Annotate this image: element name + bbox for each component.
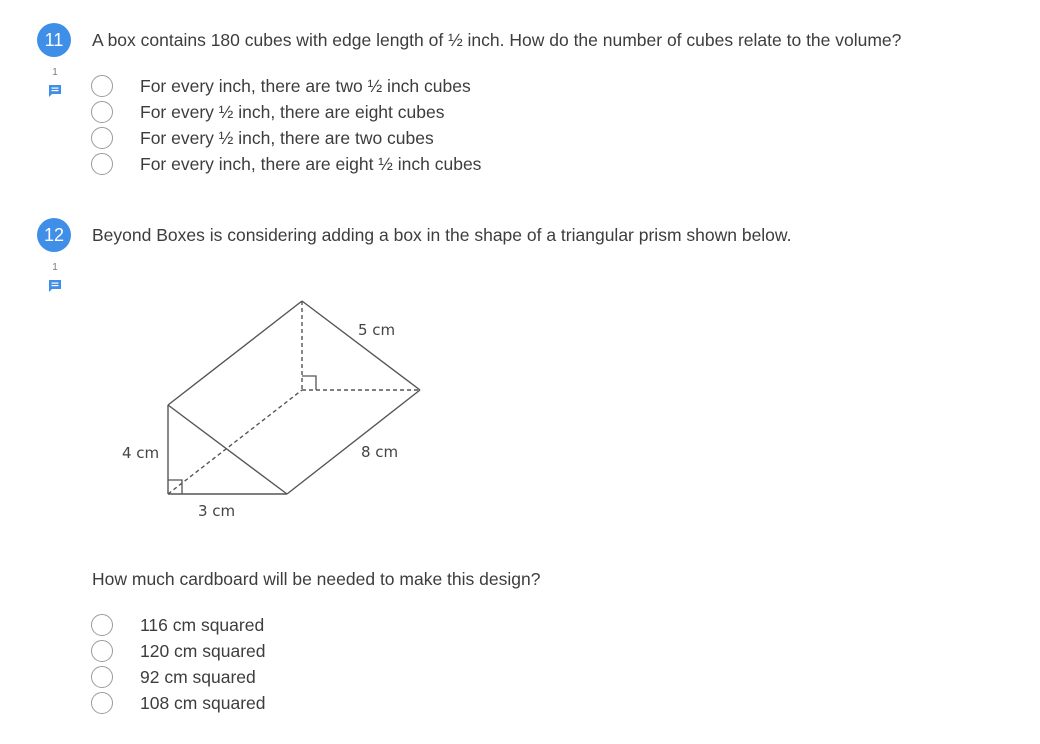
right-angle-marker [302,376,316,390]
answer-radio[interactable] [91,640,113,662]
answer-option-label[interactable]: For every ½ inch, there are two cubes [140,128,434,148]
dimension-label: 3 cm [198,502,236,520]
answer-radio[interactable] [91,127,113,149]
comment-icon[interactable] [48,84,62,98]
triangular-prism-figure [100,290,440,525]
answer-option-label[interactable]: For every inch, there are two ½ inch cubes [140,76,471,96]
answer-option-label[interactable]: 108 cm squared [140,693,266,713]
answer-radio[interactable] [91,692,113,714]
comment-count: 1 [52,67,58,78]
question-number-badge: 12 [37,218,71,252]
dimension-label: 8 cm [361,443,399,461]
question-number-badge: 11 [37,23,71,57]
prism-edge [168,301,302,405]
dimension-label: 4 cm [122,444,160,462]
answer-option-label[interactable]: 120 cm squared [140,641,266,661]
answer-radio[interactable] [91,614,113,636]
comment-count: 1 [52,262,58,273]
answer-option-label[interactable]: For every inch, there are eight ½ inch cubes [140,154,482,174]
prism-edge [287,390,420,494]
answer-radio[interactable] [91,75,113,97]
answer-radio[interactable] [91,153,113,175]
prism-edge [302,301,420,390]
question-text: Beyond Boxes is considering adding a box in the shape of a triangular prism shown below. [92,225,792,245]
question-text: A box contains 180 cubes with edge length of ½ inch. How do the number of cubes relate to the volume? [92,30,902,50]
answer-option-label[interactable]: 116 cm squared [140,615,265,635]
dimension-label: 5 cm [358,321,396,339]
prism-hidden-edge [168,390,302,494]
question-prompt: How much cardboard will be needed to make this design? [92,569,541,589]
comment-icon[interactable] [48,279,62,293]
answer-option-label[interactable]: For every ½ inch, there are eight cubes [140,102,445,122]
answer-option-label[interactable]: 92 cm squared [140,667,256,687]
answer-radio[interactable] [91,101,113,123]
answer-radio[interactable] [91,666,113,688]
